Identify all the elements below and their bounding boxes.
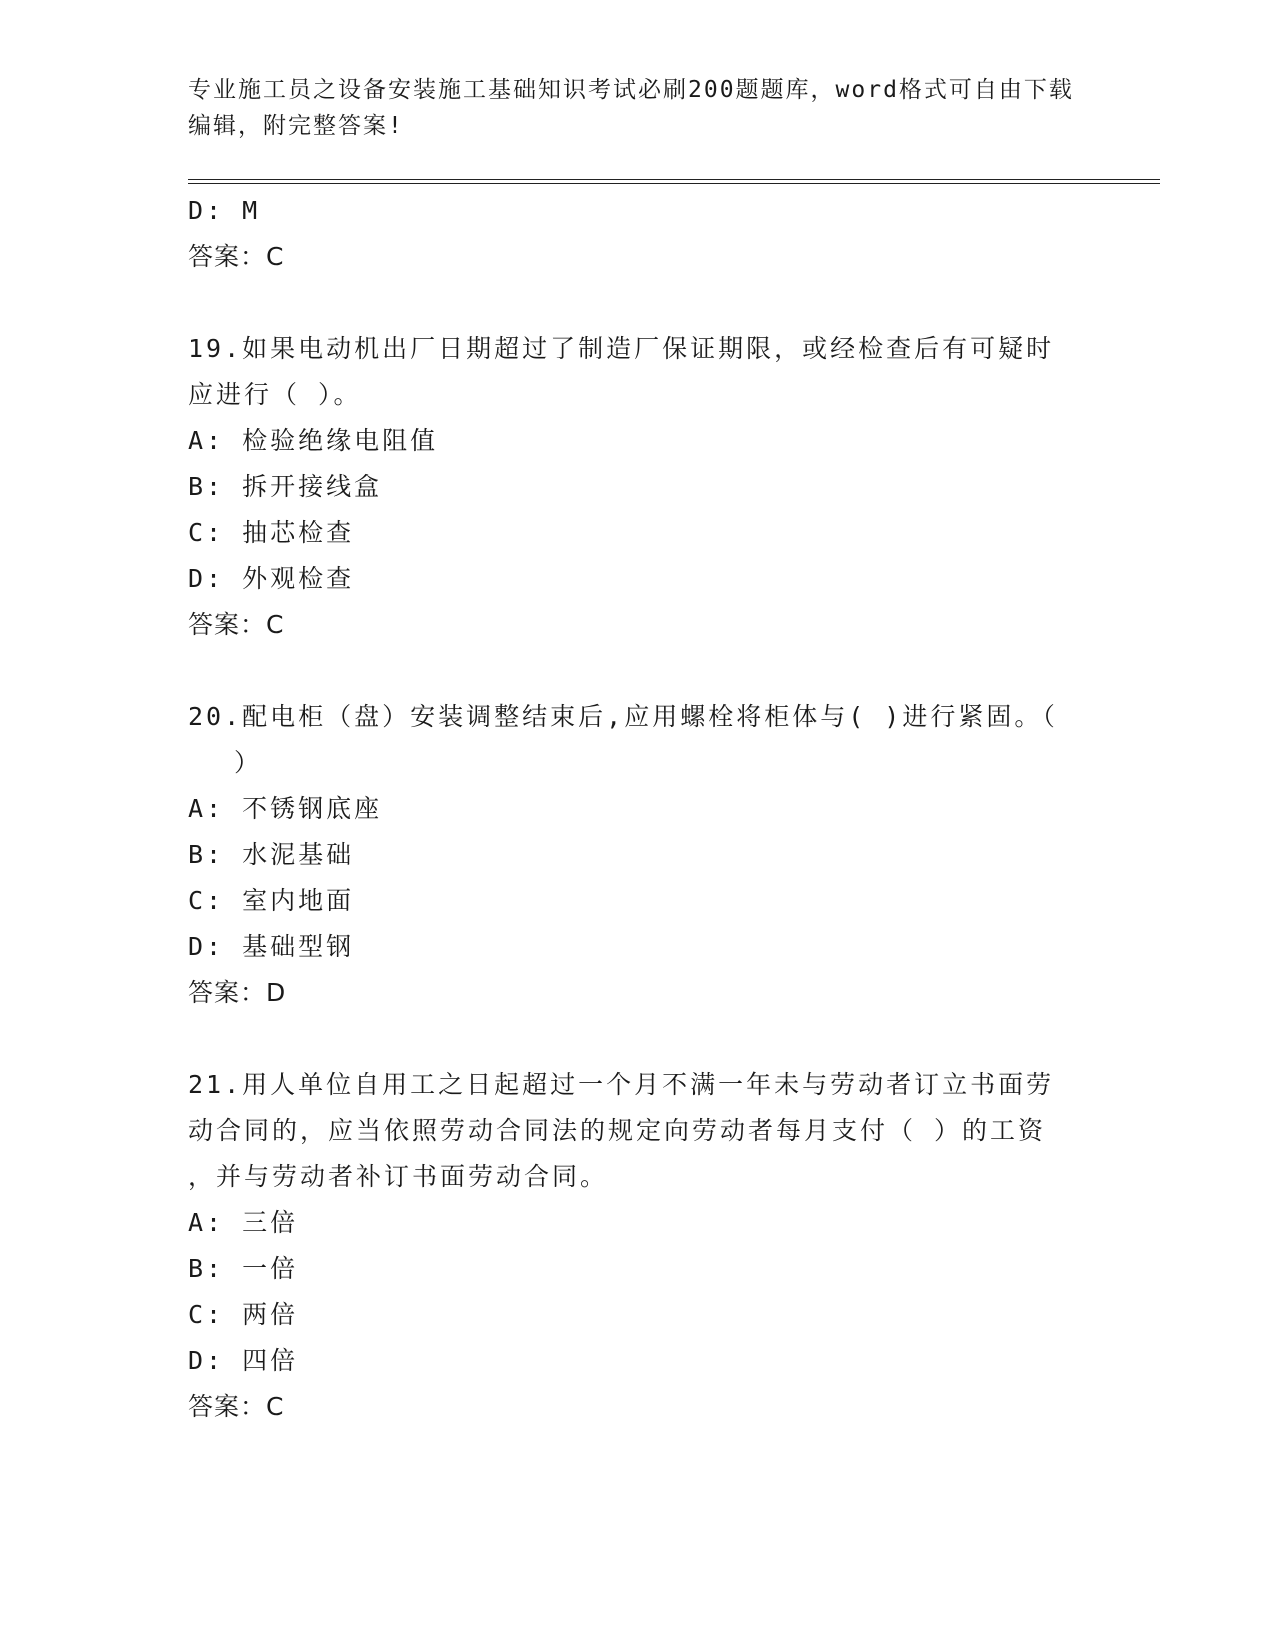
option-c: C: 抽芯检查 <box>188 518 355 547</box>
question-stem: ） <box>234 748 263 777</box>
header-title-line-2: 编辑，附完整答案! <box>188 113 404 139</box>
option-a: A: 不锈钢底座 <box>188 794 383 823</box>
question-stem: 20.配电柜（盘）安装调整结束后,应用螺栓将柜体与( )进行紧固。（ <box>188 702 1058 731</box>
option-d: D: 外观检查 <box>188 564 355 593</box>
question-20 <box>188 694 1088 1016</box>
answer: 答案：D <box>188 978 287 1007</box>
spacer <box>188 1016 1088 1062</box>
question-stem: 19.如果电动机出厂日期超过了制造厂保证期限，或经检查后有可疑时 <box>188 334 1055 363</box>
question-21 <box>188 1062 1088 1430</box>
question-stem: ，并与劳动者补订书面劳动合同。 <box>188 1162 609 1191</box>
option-d: D: 四倍 <box>188 1346 299 1375</box>
answer: 答案：C <box>188 1392 285 1421</box>
document-body <box>188 188 1088 1430</box>
question-19 <box>188 326 1088 648</box>
answer: 答案：C <box>188 610 285 639</box>
option-b: B: 一倍 <box>188 1254 299 1283</box>
option-b: B: 水泥基础 <box>188 840 355 869</box>
question-stem: 21.用人单位自用工之日起超过一个月不满一年未与劳动者订立书面劳 <box>188 1070 1055 1099</box>
question-stem: 应进行（ ）。 <box>188 380 362 409</box>
header-title-line-1: 专业施工员之设备安装施工基础知识考试必刷200题题库，word格式可自由下载 <box>188 77 1074 103</box>
option-a: A: 检验绝缘电阻值 <box>188 426 439 455</box>
option-b: B: 拆开接线盒 <box>188 472 383 501</box>
document-header <box>188 72 1088 144</box>
option-c: C: 两倍 <box>188 1300 299 1329</box>
option-c: C: 室内地面 <box>188 886 355 915</box>
header-divider-bottom <box>188 183 1160 184</box>
header-divider-top <box>188 179 1160 180</box>
option-a: A: 三倍 <box>188 1208 299 1237</box>
spacer <box>188 648 1088 694</box>
option-d: D: 基础型钢 <box>188 932 355 961</box>
question-stem: 动合同的，应当依照劳动合同法的规定向劳动者每月支付（ ）的工资 <box>188 1116 1047 1145</box>
spacer <box>188 280 1088 326</box>
option-d: D: M <box>188 196 261 225</box>
answer: 答案：C <box>188 242 285 271</box>
